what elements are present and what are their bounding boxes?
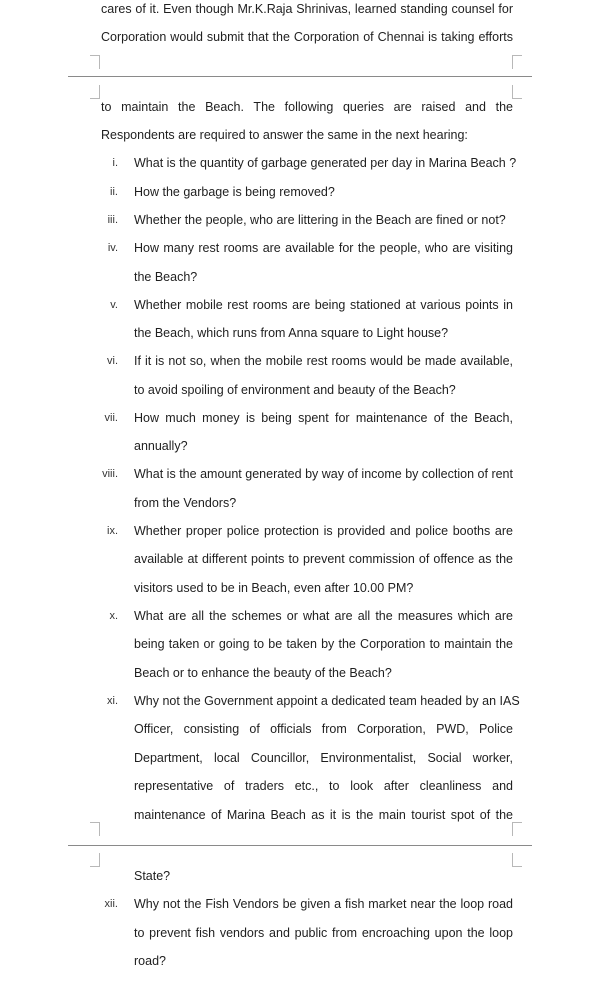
list-item-number: vi. [107, 355, 118, 367]
page-break-divider [68, 845, 532, 846]
list-item-line: How the garbage is being removed? [134, 185, 335, 199]
page-corner-mark [512, 853, 522, 867]
list-item-line: How many rest rooms are available for the people, who are visiting [134, 241, 513, 255]
list-item-line: from the Vendors? [134, 496, 237, 510]
page-corner-mark [512, 822, 522, 836]
page-corner-mark [512, 55, 522, 69]
list-item-line: to avoid spoiling of environment and beauty of the Beach? [134, 383, 456, 397]
list-item-line: Officer, consisting of officials from Corporation, PWD, Police [134, 722, 513, 736]
list-item-number: i. [112, 157, 118, 169]
list-item-line: Whether proper police protection is provided and police booths are [134, 524, 513, 538]
list-item-number: iv. [107, 242, 118, 254]
list-item-line: annually? [134, 439, 188, 453]
list-item-number: x. [109, 610, 118, 622]
list-item-line: maintenance of Marina Beach as it is the main tourist spot of the [134, 808, 513, 822]
list-item-line: representative of traders etc., to look after cleanliness and [134, 779, 513, 793]
page-break-divider [68, 76, 532, 77]
list-item-number: v. [110, 299, 118, 311]
paragraph-line: cares of it. Even though Mr.K.Raja Shrinivas, learned standing counsel for [101, 2, 513, 16]
list-item-line: If it is not so, when the mobile rest rooms would be made available, [134, 354, 513, 368]
list-item-line: What is the amount generated by way of income by collection of rent [134, 467, 513, 481]
list-item-line: being taken or going to be taken by the Corporation to maintain the [134, 637, 513, 651]
list-item-line: What are all the schemes or what are all the measures which are [134, 609, 513, 623]
list-item-number: iii. [107, 214, 118, 226]
list-item-number: xii. [104, 898, 118, 910]
list-item-line: State? [134, 869, 171, 883]
list-item-number: vii. [104, 412, 118, 424]
list-item-line: Whether the people, who are littering in the Beach are fined or not? [134, 213, 506, 227]
page-corner-mark [512, 85, 522, 99]
paragraph-line: Corporation would submit that the Corporation of Chennai is taking efforts [101, 30, 513, 44]
list-item-line: the Beach? [134, 270, 198, 284]
list-item-line: Beach or to enhance the beauty of the Beach? [134, 666, 392, 680]
list-item-line: road? [134, 954, 166, 968]
list-item-number: viii. [102, 468, 118, 480]
intro-line: to maintain the Beach. The following queries are raised and the [101, 100, 513, 114]
list-item-line: available at different points to prevent commission of offence as the [134, 552, 513, 566]
list-item-line: Why not the Government appoint a dedicated team headed by an IAS [134, 694, 520, 708]
list-item-line: Department, local Councillor, Environmentalist, Social worker, [134, 751, 513, 765]
page-corner-mark [90, 55, 100, 69]
page-corner-mark [90, 85, 100, 99]
intro-line: Respondents are required to answer the same in the next hearing: [101, 128, 468, 142]
list-item-number: ii. [110, 186, 118, 198]
list-item-number: xi. [107, 695, 118, 707]
list-item-line: to prevent fish vendors and public from encroaching upon the loop [134, 926, 513, 940]
list-item-line: How much money is being spent for maintenance of the Beach, [134, 411, 513, 425]
list-item-line: visitors used to be in Beach, even after 10.00 PM? [134, 581, 414, 595]
list-item-line: Whether mobile rest rooms are being stationed at various points in [134, 298, 513, 312]
list-item-line: Why not the Fish Vendors be given a fish market near the loop road [134, 897, 513, 911]
page-corner-mark [90, 853, 100, 867]
list-item-line: What is the quantity of garbage generated per day in Marina Beach ? [134, 156, 517, 170]
list-item-number: ix. [107, 525, 118, 537]
page-corner-mark [90, 822, 100, 836]
list-item-line: the Beach, which runs from Anna square to Light house? [134, 326, 449, 340]
